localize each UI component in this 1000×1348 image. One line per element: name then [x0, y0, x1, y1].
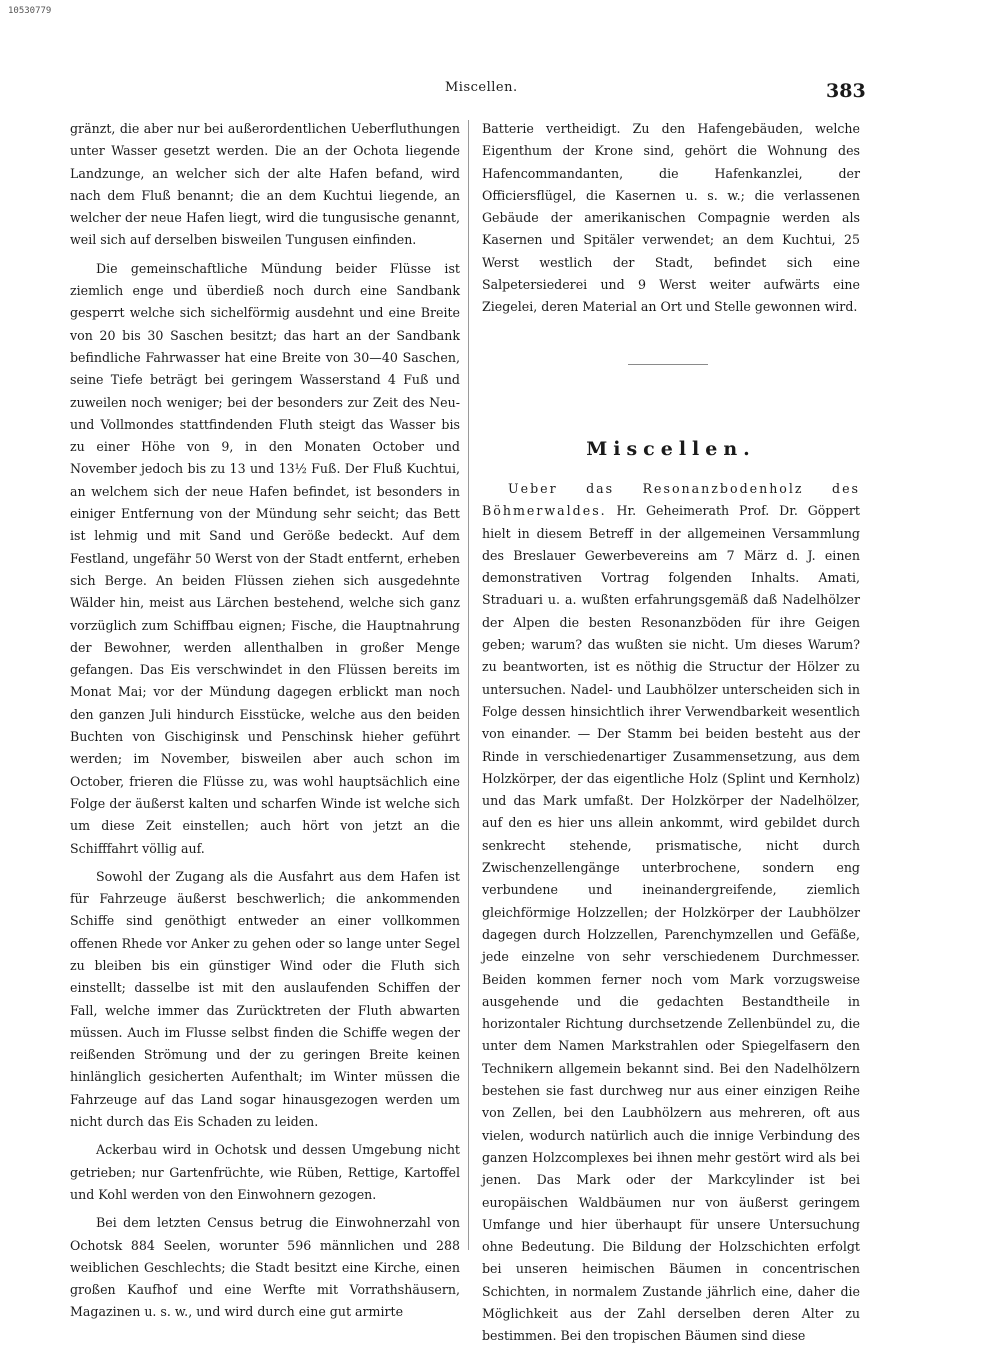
page-identifier: 10530779: [8, 6, 52, 16]
running-head: Miscellen.: [445, 80, 518, 95]
right-column-top: [482, 118, 860, 319]
paragraph: Die gemeinschaftliche Mündung beider Flüsse ist ziemlich enge und überdieß noch durch eine Sandbank gesperrt welche sich sichelförmig ausdehnt und eine Breite von 20 bis 30 Saschen besitzt; das hart an der Sandbank befindliche Fahrwasser hat eine Breite von 30—40 Saschen, seine Tiefe beträgt bei geringem Wasserstand 4 Fuß und zuweilen noch weniger; bei der besonders zur Zeit des Neu- und Vollmondes stattfindenden Fluth steigt das Wasser bis zu einer Höhe von 9, in den Monaten October und November jedoch bis zu 13 und 13½ Fuß. Der Fluß Kuchtui, an welchem sich der neue Hafen befindet, ist besonders in einiger Entfernung von der Mündung sehr seicht; das Bett ist lehmig und mit Sand und Geröße bedeckt. Auf dem Festland, ungefähr 50 Werst von der Stadt entfernt, erheben sich Berge. An beiden Flüssen ziehen sich ausgedehnte Wälder hin, meist aus Lärchen bestehend, welche sich ganz vorzüglich zum Schiffbau eignen; Fische, die Hauptnahrung der Bewohner, werden allenthalben in großer Menge gefangen. Das Eis verschwindet in den Flüssen bereits im Monat Mai; vor der Mündung dagegen erblickt man noch den ganzen Juli hindurch Eisstücke, welche aus den beiden Buchten von Gischiginsk und Penschinsk hieher geführt werden; im November, bisweilen aber auch schon im October, frieren die Flüsse zu, was wohl hauptsächlich eine Folge der äußerst kalten und scharfen Winde ist welche sich um diese Zeit einstellen; auch hört von jetzt an die Schifffahrt völlig auf.: [70, 260, 460, 856]
right-column-section: [482, 478, 860, 1348]
paragraph: gränzt, die aber nur bei außerordentlichen Ueberfluthungen unter Wasser gesetzt werden. Die an der Ochota liegende Landzunge, an welcher sich der alte Hafen befand, wird nach dem Fluß benannt; die an dem Kuchtui liegende, an welcher der neue Hafen liegt, wird die tungusische genannt, weil sich auf derselben bisweilen Tungusen einfinden.: [70, 121, 460, 248]
section-paragraph: [482, 478, 860, 1348]
column-divider: [468, 120, 469, 1250]
section-separator-rule: [628, 364, 708, 365]
left-column: [70, 118, 460, 1324]
paragraph: Batterie vertheidigt. Zu den Hafengebäuden, welche Eigenthum der Krone sind, gehört die Wohnung des Hafencommandanten, die Hafenkanzlei, der Officiersflügel, die Kasernen u. s. w.; die verlassenen Gebäude der amerikanischen Compagnie werden als Kasernen und Spitäler verwendet; an dem Kuchtui, 25 Werst westlich der Stadt, befindet sich eine Salpetersiederei und 9 Werst weiter aufwärts eine Ziegelei, deren Material an Ort und Stelle gewonnen wird.: [482, 121, 860, 315]
page-number: 383: [826, 80, 866, 102]
section-lead: Ueber das Resonanzbodenholz des Böhmerwaldes.: [482, 481, 860, 519]
paragraph: Bei dem letzten Census betrug die Einwohnerzahl von Ochotsk 884 Seelen, worunter 596 männlichen und 288 weiblichen Geschlechts; die Stadt besitzt eine Kirche, einen großen Kaufhof und eine Werfte mit Vorrathshäusern, Magazinen u. s. w., und wird durch eine gut armirte: [70, 1215, 460, 1320]
section-body: Hr. Geheimerath Prof. Dr. Göppert hielt in diesem Betreff in der allgemeinen Versammlung des Breslauer Gewerbevereins am 7 März d. J. einen demonstrativen Vortrag folgenden Inhalts. Amati, Straduari u. a. wußten erfahrungsgemäß daß Nadelhölzer der Alpen die besten Resonanzböden für ihre Geigen geben; warum? das wußten sie nicht. Um dieses Warum? zu beantworten, ist es nöthig die Structur der Hölzer zu untersuchen. Nadel- und Laubhölzer unterscheiden sich in Folge dessen hinsichtlich ihrer Verwendbarkeit wesentlich von einander. — Der Stamm bei beiden besteht aus der Rinde in verschiedenartiger Zusammensetzung, aus dem Holzkörper, der das eigentliche Holz (Splint und Kernholz) und das Mark umfaßt. Der Holzkörper der Nadelhölzer, auf den es hier uns allein ankommt, wird gebildet durch senkrecht stehende, prismatische, nicht durch Zwischenzellengänge unterbrochene, sondern eng verbundene und ineinandergreifende, ziemlich gleichförmige Holzzellen; der Holzkörper der Laubhölzer dagegen durch Holzzellen, Parenchymzellen und Gefäße, jede einzelne von sehr verschiedenem Durchmesser. Beiden kommen ferner noch vom Mark vorzugsweise ausgehende und die gedachten Bestandtheile in horizontaler Richtung durchsetzende Zellenbündel zu, die unter dem Namen Markstrahlen oder Spiegelfasern den Technikern allgemein bekannt sind. Bei den Nadelhölzern bestehen sie fast durchweg nur aus einer einzigen Reihe von Zellen, bei den Laubhölzern aus mehreren, oft aus vielen, wodurch natürlich auch die innige Verbindung des ganzen Holzcomplexes bei ihnen mehr gestört wird als bei jenen. Das Mark oder der Markcylinder ist bei europäischen Waldbäumen nur von äußerst geringem Umfange und hier überhaupt für unsere Untersuchung ohne Bedeutung. Die Bildung der Holzschichten erfolgt bei unseren heimischen Bäumen in concentrischen Schichten, in normalem Zustande jährlich eine, daher die Möglichkeit aus der Zahl derselben deren Alter zu bestimmen. Bei den tropischen Bäumen sind diese: [482, 503, 860, 1344]
section-title: Miscellen.: [586, 438, 756, 460]
paragraph: Sowohl der Zugang als die Ausfahrt aus dem Hafen ist für Fahrzeuge äußerst beschwerlich; die ankommenden Schiffe sind genöthigt entweder an einer vollkommen offenen Rhede vor Anker zu gehen oder so lange unter Segel zu bleiben bis ein günstiger Wind oder die Fluth sich einstellt; dasselbe ist mit den auslaufenden Schiffen der Fall, welche immer das Zurücktreten der Fluth abwarten müssen. Auch im Flusse selbst finden die Schiffe wegen der reißenden Strömung und der zu geringen Breite keinen hinlänglich gesicherten Aufenthalt; im Winter müssen die Fahrzeuge auf das Land sogar hinausgezogen werden um nicht durch das Eis Schaden zu leiden.: [70, 868, 460, 1130]
paragraph: Ackerbau wird in Ochotsk und dessen Umgebung nicht getrieben; nur Gartenfrüchte, wie Rüben, Rettige, Kartoffel und Kohl werden von den Einwohnern gezogen.: [70, 1142, 460, 1202]
